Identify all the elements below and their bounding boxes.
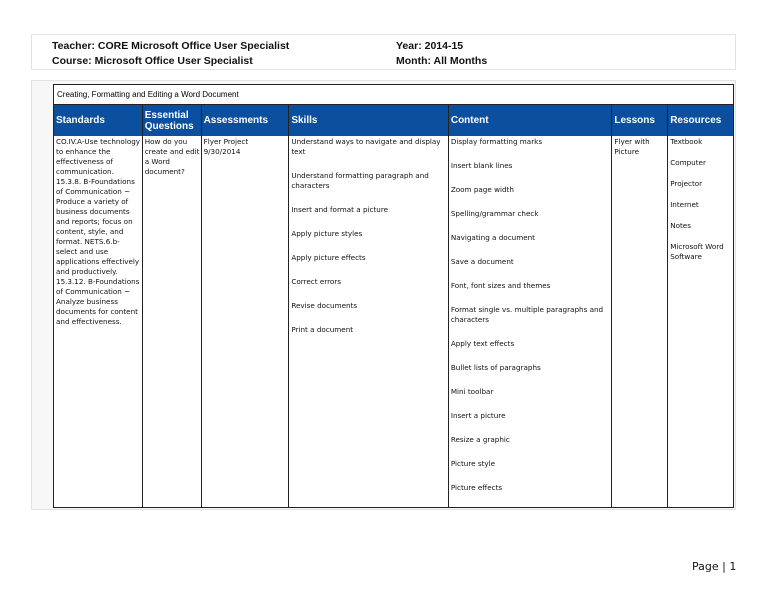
curriculum-table: [53, 84, 734, 508]
list-item: Save a document: [450, 257, 514, 266]
year-label: Year: 2014-15: [396, 40, 464, 52]
list-item: Projector: [670, 179, 703, 188]
list-item: Font, font sizes and themes: [450, 281, 551, 290]
list-item: Insert and format a picture: [291, 205, 389, 214]
list-item: Picture style: [450, 459, 496, 468]
course-label: Course: Microsoft Office User Specialist: [52, 55, 253, 67]
teacher-label: Teacher: CORE Microsoft Office User Specialist: [52, 40, 290, 52]
essential-question-cell: How do you create and edit a Word document?: [143, 136, 202, 507]
assessment-cell: Flyer Project 9/30/2014: [202, 136, 290, 507]
list-item: Understand formatting paragraph and characters: [291, 171, 429, 190]
column-header: Essential Questions: [143, 105, 202, 136]
list-item: Bullet lists of paragraphs: [450, 363, 541, 372]
content-cell: [449, 136, 613, 507]
list-item: Textbook: [670, 137, 703, 146]
list-item: Zoom page width: [450, 185, 514, 194]
column-header: Skills: [289, 105, 449, 136]
standards-cell: CO.IV.A-Use technology to enhance the effectiveness of communication. 15.3.8. B-Foundations of Communication ~ Produce a variety of business documents and reports; focus on content, style, and format. NETS.6.b-select and use applications effectively and productively. 15.3.12. B-Foundations of Communication ~ Analyze business documents for content and effectiveness.: [54, 136, 143, 507]
lessons-cell: Flyer with Picture: [612, 136, 668, 507]
month-label: Month: All Months: [396, 55, 488, 67]
list-item: Navigating a document: [450, 233, 535, 242]
column-header: Lessons: [612, 105, 668, 136]
column-header: Content: [449, 105, 613, 136]
list-item: Computer: [670, 158, 706, 167]
list-item: Understand ways to navigate and display text: [291, 137, 441, 156]
unit-title: Creating, Formatting and Editing a Word Document: [54, 85, 733, 105]
list-item: Print a document: [291, 325, 354, 334]
table-row: [54, 136, 733, 507]
list-item: Correct errors: [291, 277, 341, 286]
list-item: Insert a picture: [450, 411, 506, 420]
column-header: Assessments: [202, 105, 290, 136]
list-item: Internet: [670, 200, 699, 209]
list-item: Picture effects: [450, 483, 503, 492]
skills-cell: [289, 136, 449, 507]
list-item: Apply picture effects: [291, 253, 366, 262]
column-header: Standards: [54, 105, 143, 136]
list-item: Notes: [670, 221, 691, 230]
list-item: Microsoft Word Software: [670, 242, 724, 261]
list-item: Mini toolbar: [450, 387, 494, 396]
list-item: Format single vs. multiple paragraphs and characters: [450, 305, 604, 324]
resources-cell: [668, 136, 733, 507]
page-number: Page | 1: [692, 560, 737, 573]
document-header: [31, 34, 736, 70]
curriculum-table-container: [31, 80, 736, 510]
list-item: Insert blank lines: [450, 161, 513, 170]
list-item: Apply picture styles: [291, 229, 363, 238]
table-header-row: [54, 105, 733, 136]
list-item: Resize a graphic: [450, 435, 510, 444]
list-item: Spelling/grammar check: [450, 209, 539, 218]
column-header: Resources: [670, 115, 722, 126]
list-item: Apply text effects: [450, 339, 515, 348]
list-item: Display formatting marks: [450, 137, 543, 146]
list-item: Revise documents: [291, 301, 358, 310]
